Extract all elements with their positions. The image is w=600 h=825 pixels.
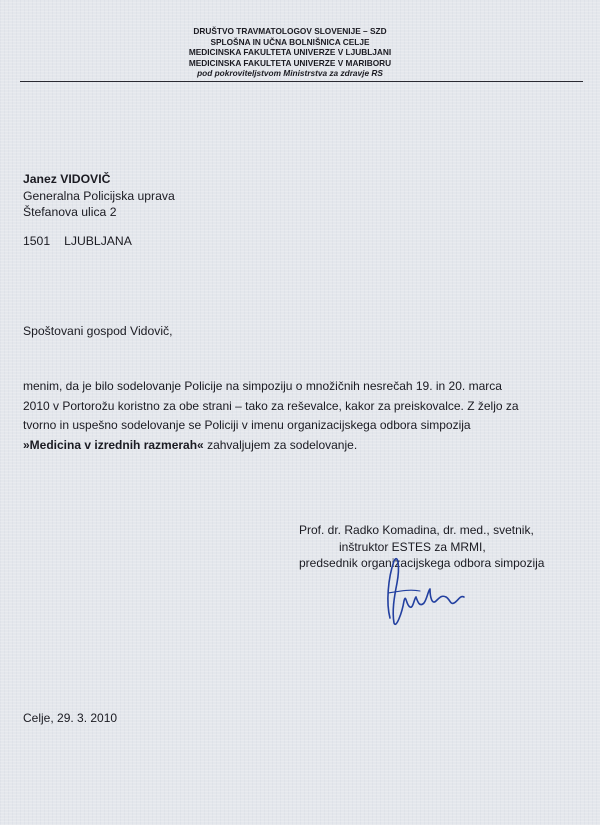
body-line-1: menim, da je bilo sodelovanje Policije na simpoziju o množičnih nesrečah 19. in 20. marca (23, 379, 502, 393)
letter-date: Celje, 29. 3. 2010 (23, 711, 118, 725)
body-line-4: »Medicina v izrednih razmerah« zahvaljujem za sodelovanje. (23, 437, 358, 452)
signatory-name: Prof. dr. Radko Komadina, dr. med., svetnik, (299, 523, 534, 537)
letter-body (23, 377, 519, 455)
recipient-street: Štefanova ulica 2 (23, 205, 117, 219)
recipient-organization: Generalna Policijska uprava (23, 188, 175, 203)
letterhead-society: DRUŠTVO TRAVMATOLOGOV SLOVENIJE – SZD (193, 26, 387, 36)
handwritten-signature (380, 553, 480, 633)
recipient-city-line (23, 232, 132, 250)
signatory-role: inštruktor ESTES za MRMI, (339, 539, 486, 554)
recipient-address (23, 171, 175, 221)
recipient-postal-code: 1501 (23, 234, 51, 248)
greeting: Spoštovani gospod Vidovič, (23, 324, 173, 338)
letterhead-faculty-maribor: MEDICINSKA FAKULTETA UNIVERZE V MARIBORU (188, 57, 392, 68)
letterhead-divider (20, 81, 583, 82)
letterhead-faculty-ljubljana: MEDICINSKA FAKULTETA UNIVERZE V LJUBLJANI (188, 47, 392, 58)
symposium-title: »Medicina v izrednih razmerah« (23, 437, 204, 452)
recipient-name: Janez VIDOVIČ (23, 172, 111, 186)
signatory-position: predsednik organizacijskega odbora simpozija (299, 556, 545, 570)
recipient-city: LJUBLJANA (64, 234, 132, 248)
letterhead-hospital: SPLOŠNA IN UČNA BOLNIŠNICA CELJE (210, 36, 370, 47)
body-line-3: tvorno in uspešno sodelovanje se Policiji v imenu organizacijskega odbora simpozija (23, 418, 471, 433)
body-line-2: 2010 v Portorožu koristno za obe strani – tako za reševalce, kakor za preiskovalce. Z željo za (23, 398, 519, 413)
letterhead (150, 26, 430, 79)
letterhead-patronage: pod pokroviteljstvom Ministrstva za zdravje RS (197, 68, 383, 79)
